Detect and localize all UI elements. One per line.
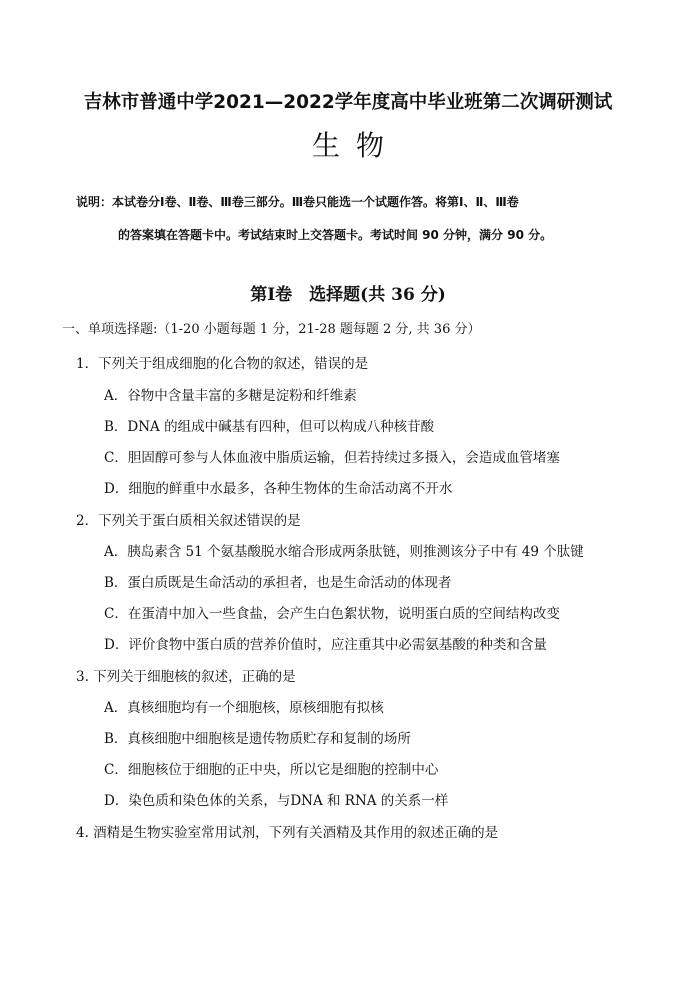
question-1-option-a: A．谷物中含量丰富的多糖是淀粉和纤维素 — [104, 388, 357, 404]
question-2-option-d: D．评价食物中蛋白质的营养价值时，应注重其中必需氨基酸的种类和含量 — [104, 637, 547, 653]
question-1-stem: 1．下列关于组成细胞的化合物的叙述，错误的是 — [76, 356, 369, 372]
exam-title: 吉林市普通中学2021—2022学年度高中毕业班第二次调研测试 — [83, 92, 613, 113]
question-2-option-b: B．蛋白质既是生命活动的承担者，也是生命活动的体现者 — [104, 575, 452, 591]
instructions-line-2: 的答案填在答题卡中。考试结束时上交答题卡。考试时间 90 分钟，满分 90 分。 — [118, 228, 553, 242]
question-1-option-b: B．DNA 的组成中碱基有四种，但可以构成八种核苷酸 — [104, 419, 435, 435]
question-3-option-c: C．细胞核位于细胞的正中央，所以它是细胞的控制中心 — [104, 762, 439, 778]
question-3-option-d: D．染色质和染色体的关系，与DNA 和 RNA 的关系一样 — [104, 793, 449, 809]
question-2-option-c: C．在蛋清中加入一些食盐，会产生白色絮状物，说明蛋白质的空间结构改变 — [104, 606, 560, 622]
question-4-stem: 4. 酒精是生物实验室常用试剂，下列有关酒精及其作用的叙述正确的是 — [76, 825, 499, 841]
question-3-option-a: A．真核细胞均有一个细胞核，原核细胞有拟核 — [104, 700, 384, 716]
section-heading: 一、单项选择题:（1-20 小题每题 1 分，21-28 题每题 2 分, 共 36 分） — [62, 322, 481, 337]
question-1-option-c: C．胆固醇可参与人体血液中脂质运输，但若持续过多摄入，会造成血管堵塞 — [104, 450, 560, 466]
section-title: 第Ⅰ卷 选择题(共 36 分) — [250, 285, 446, 305]
question-2-stem: 2．下列关于蛋白质相关叙述错误的是 — [76, 513, 301, 529]
subject-title: 生物 — [311, 129, 400, 162]
question-3-stem: 3. 下列关于细胞核的叙述，正确的是 — [76, 669, 296, 685]
question-2-option-a: A．胰岛素含 51 个氨基酸脱水缩合形成两条肽链，则推测该分子中有 49 个肽键 — [104, 544, 584, 560]
question-1-option-d: D．细胞的鲜重中水最多，各种生物体的生命活动离不开水 — [104, 481, 453, 497]
question-3-option-b: B．真核细胞中细胞核是遗传物质贮存和复制的场所 — [104, 731, 411, 747]
instructions-line-1: 说明：本试卷分Ⅰ卷、Ⅱ卷、Ⅲ卷三部分。Ⅲ卷只能选一个试题作答。将第Ⅰ、Ⅱ、Ⅲ卷 — [76, 195, 519, 209]
